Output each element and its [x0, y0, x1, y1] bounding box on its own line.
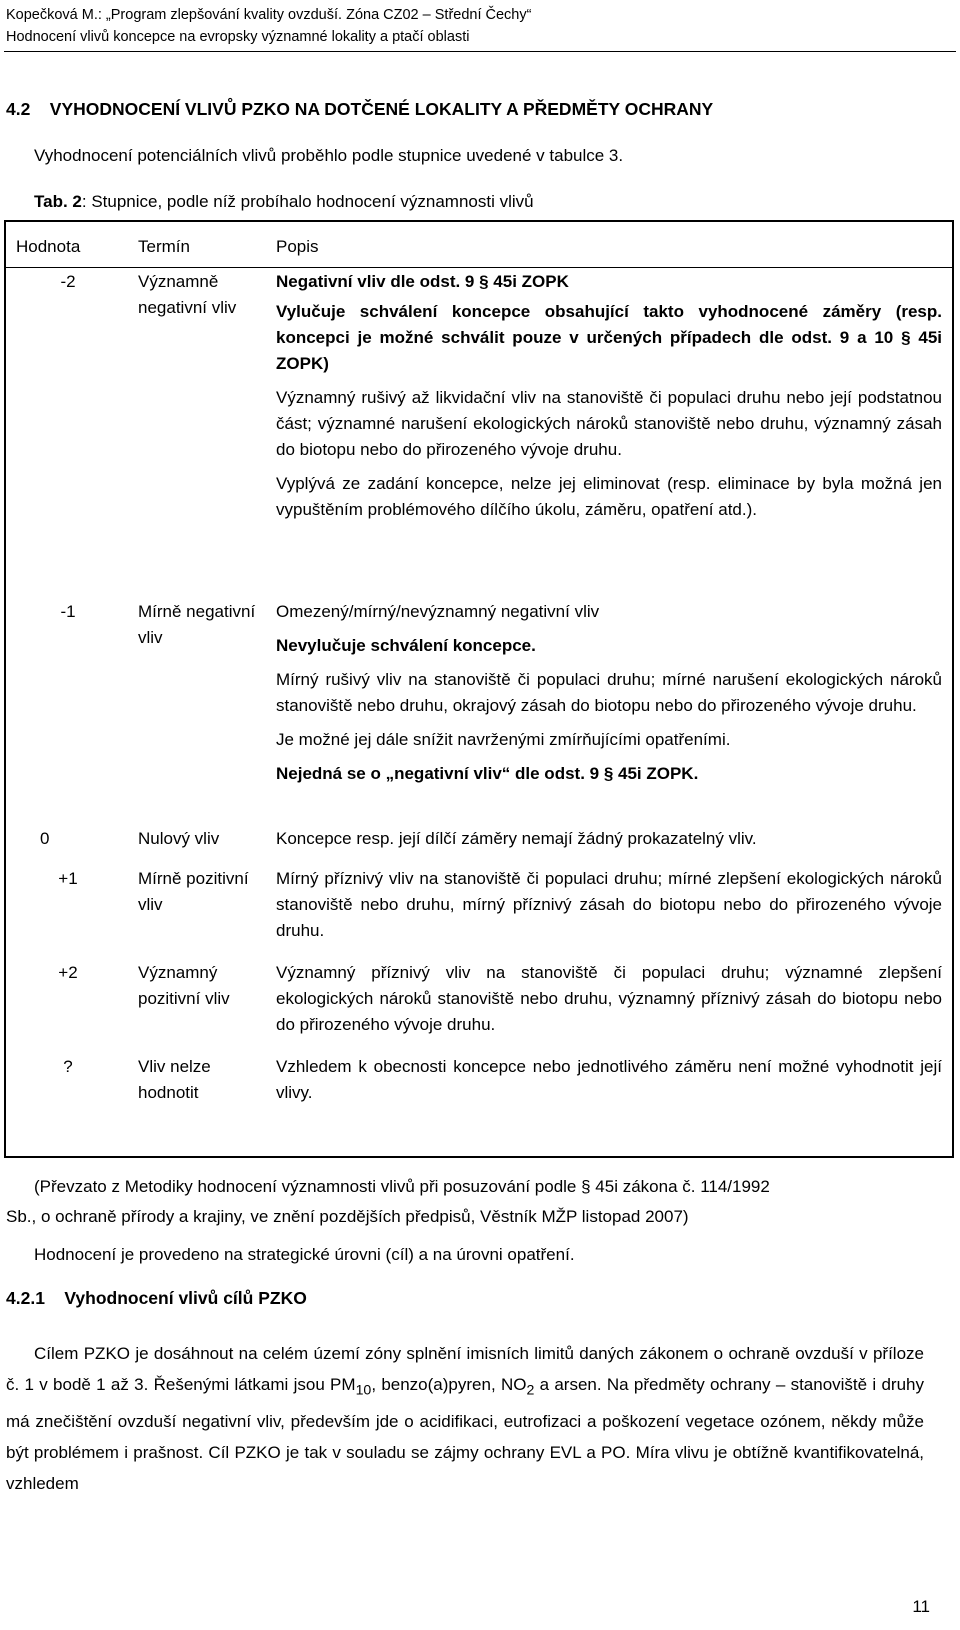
desc-line: Koncepce resp. její dílčí záměry nemají žádný prokazatelný vliv.: [276, 829, 757, 848]
subscript-2: 2: [526, 1382, 535, 1399]
table-caption-text: : Stupnice, podle níž probíhalo hodnocení významnosti vlivů: [81, 192, 534, 211]
source-note-line-1: (Převzato z Metodiky hodnocení významnosti vlivů při posuzování podle § 45i zákona č. 114/1992: [34, 1177, 770, 1196]
subsection-title: 4.2.1 Vyhodnocení vlivů cílů PZKO: [6, 1288, 307, 1308]
body-part-3: a arsen. Na předměty ochrany – stanoviště i druhy má znečištění ovzduší negativní vliv, především jde o acidifikaci, eutrofizaci a poškození vegetace ozónem, někdy může být problémem i prašnost. Cíl PZKO je tak v souladu se zájmy ochrany EVL a PO. Míra vlivu je obtížně kvantifikovatelná, vzhledem: [6, 1375, 924, 1494]
row-description: [276, 960, 942, 1038]
table-caption-label: Tab. 2: [34, 192, 82, 211]
row-description: [276, 1054, 942, 1106]
page-number: 11: [912, 1597, 930, 1616]
header-term: Termín: [138, 237, 190, 256]
body-part-2: , benzo(a)pyren, NO: [371, 1375, 527, 1394]
desc-line: Vzhledem k obecnosti koncepce nebo jednotlivého záměru není možné vyhodnotit její vlivy.: [276, 1057, 942, 1102]
significance-scale-table: [4, 220, 954, 1158]
row-value: +2: [58, 963, 78, 982]
desc-line: Je možné jej dále snížit navrženými zmírňujícími opatřeními.: [276, 730, 731, 749]
row-term: Mírně negativní vliv: [138, 602, 256, 647]
page-header: [6, 4, 531, 48]
row-term: Významně negativní vliv: [138, 272, 237, 317]
desc-line: Mírný rušivý vliv na stanoviště či populaci druhu; mírné narušení ekologických nároků stanoviště nebo druhu, okrajový zásah do biotopu nebo do přirozeného vývoje druhu.: [276, 670, 942, 715]
row-description: [276, 599, 942, 787]
header-line-1: Kopečková M.: „Program zlepšování kvality ovzduší. Zóna CZ02 – Střední Čechy“: [6, 7, 532, 23]
desc-line: Významný rušivý až likvidační vliv na stanoviště či populaci druhu nebo její podstatnou část; významné narušení ekologických nároků stanoviště nebo druhu, významný zásah do biotopu nebo do přirozeného vývoje druhu.: [276, 388, 942, 459]
row-value: 0: [40, 829, 50, 848]
row-value: +1: [58, 869, 78, 888]
source-note: [6, 1172, 924, 1232]
section-title: 4.2 VYHODNOCENÍ VLIVŮ PZKO NA DOTČENÉ LOKALITY A PŘEDMĚTY OCHRANY: [6, 99, 714, 119]
header-divider: [4, 51, 956, 52]
row-description: [276, 269, 942, 523]
desc-line: Nejedná se o „negativní vliv“ dle odst. 9 § 45i ZOPK.: [276, 764, 699, 783]
desc-line: Mírný příznivý vliv na stanoviště či populaci druhu; mírné zlepšení ekologických nároků stanoviště nebo druhu, mírný příznivý zásah do biotopu nebo do přirozeného vývoje druhu.: [276, 869, 942, 940]
intro-paragraph: Vyhodnocení potenciálních vlivů proběhlo podle stupnice uvedené v tabulce 3.: [34, 146, 624, 165]
evaluation-note: Hodnocení je provedeno na strategické úrovni (cíl) a na úrovni opatření.: [34, 1245, 575, 1264]
header-divider-line: [6, 267, 952, 268]
source-note-line-2: Sb., o ochraně přírody a krajiny, ve znění pozdějších předpisů, Věstník MŽP listopad 2007): [6, 1207, 689, 1226]
subscript-10: 10: [355, 1382, 372, 1399]
row-value: ?: [63, 1057, 73, 1076]
desc-line: Vylučuje schválení koncepce obsahující takto vyhodnocené záměry (resp. koncepci je možné schválit pouze v určených případech dle odst. 9 a 10 § 45i ZOPK): [276, 302, 942, 373]
body-part-1: Cílem PZKO je dosáhnout na celém území zóny splnění imisních limitů daných zákonem o ochraně ovzduší v příloze č. 1 v bodě 1 až 3. Řešenými látkami jsou PM: [6, 1344, 924, 1394]
row-description: [276, 826, 942, 852]
desc-line: Významný příznivý vliv na stanoviště či populaci druhu; významné zlepšení ekologických nároků stanoviště nebo druhu, významný příznivý zásah do biotopu nebo do přirozeného vývoje druhu.: [276, 963, 942, 1034]
desc-line: Negativní vliv dle odst. 9 § 45i ZOPK: [276, 272, 569, 291]
desc-line: Omezený/mírný/nevýznamný negativní vliv: [276, 602, 600, 621]
body-paragraph: [6, 1338, 924, 1499]
row-value: -1: [60, 602, 76, 621]
header-line-2: Hodnocení vlivů koncepce na evropsky významné lokality a ptačí oblasti: [6, 29, 470, 45]
table-caption: [34, 192, 534, 212]
desc-line: Nevylučuje schválení koncepce.: [276, 636, 536, 655]
row-term: Mírně pozitivní vliv: [138, 869, 249, 914]
row-value: -2: [60, 272, 76, 291]
header-description: Popis: [276, 237, 319, 256]
row-term: Významný pozitivní vliv: [138, 963, 230, 1008]
header-value: Hodnota: [16, 237, 81, 256]
row-term: Nulový vliv: [138, 829, 220, 848]
desc-line: Vyplývá ze zadání koncepce, nelze jej eliminovat (resp. eliminace by byla možná jen vypuštěním problémového dílčího úkolu, záměru, opatření atd.).: [276, 474, 942, 519]
row-term: Vliv nelze hodnotit: [138, 1057, 211, 1102]
row-description: [276, 866, 942, 944]
